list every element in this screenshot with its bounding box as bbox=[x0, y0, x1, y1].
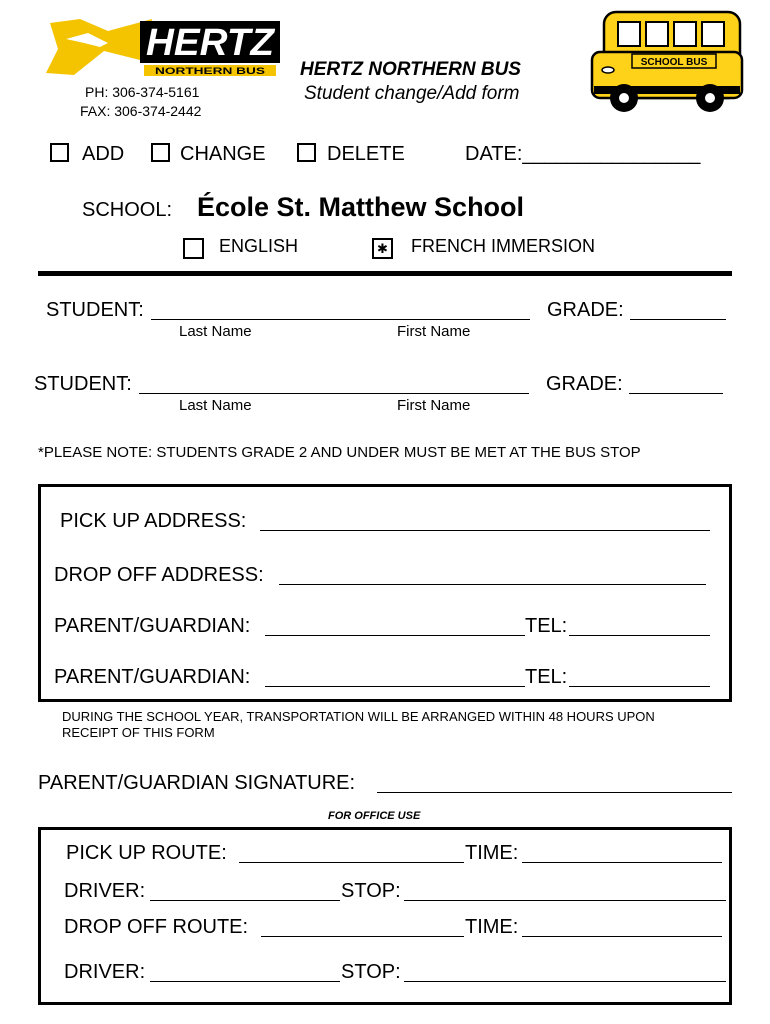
signature-line[interactable] bbox=[377, 792, 732, 793]
time-line[interactable] bbox=[522, 936, 722, 937]
company-title: HERTZ NORTHERN BUS bbox=[300, 59, 521, 80]
checkbox[interactable] bbox=[50, 143, 69, 162]
student-name-line[interactable] bbox=[139, 393, 529, 394]
date-field[interactable]: DATE:________________ bbox=[465, 143, 701, 165]
checkbox-label: ADD bbox=[82, 143, 125, 165]
checkbox-label: ENGLISH bbox=[219, 236, 299, 256]
dropoff-address-line[interactable] bbox=[279, 584, 706, 585]
office-use-section bbox=[38, 827, 732, 1005]
stop-label: STOP: bbox=[341, 961, 401, 983]
dropoff-route-line[interactable] bbox=[261, 936, 464, 937]
driver-label: DRIVER: bbox=[64, 961, 146, 983]
school-label: SCHOOL: bbox=[82, 199, 173, 221]
checkbox-label: DELETE bbox=[327, 143, 405, 165]
school-name: École St. Matthew School bbox=[197, 192, 525, 222]
guardian-name-line[interactable] bbox=[265, 635, 525, 636]
time-label: TIME: bbox=[465, 916, 519, 938]
form-title: Student change/Add form bbox=[304, 83, 520, 104]
dropoff-address-label: DROP OFF ADDRESS: bbox=[54, 564, 264, 586]
first-name-caption: First Name bbox=[397, 397, 471, 414]
time-label: TIME: bbox=[465, 842, 519, 864]
address-section bbox=[38, 484, 732, 702]
pickup-route-label: PICK UP ROUTE: bbox=[66, 842, 227, 864]
phone-number: PH: 306-374-5161 bbox=[85, 84, 200, 100]
bus-sign-text: SCHOOL BUS bbox=[640, 57, 708, 68]
tel-line[interactable] bbox=[569, 635, 710, 636]
guardian-name-line[interactable] bbox=[265, 686, 525, 687]
grade-label: GRADE: bbox=[547, 299, 624, 321]
dropoff-route-label: DROP OFF ROUTE: bbox=[64, 916, 249, 938]
transport-notice-line-1: DURING THE SCHOOL YEAR, TRANSPORTATION WILL BE ARRANGED WITHIN 48 HOURS UPON bbox=[62, 709, 655, 724]
pickup-address-label: PICK UP ADDRESS: bbox=[60, 510, 247, 532]
fax-number: FAX: 306-374-2442 bbox=[80, 103, 202, 119]
checkbox-label: FRENCH IMMERSION bbox=[411, 236, 595, 256]
section-divider bbox=[38, 271, 732, 276]
checkbox-label: CHANGE bbox=[180, 143, 266, 165]
signature-label: PARENT/GUARDIAN SIGNATURE: bbox=[38, 772, 356, 794]
checkbox[interactable] bbox=[183, 238, 204, 259]
student-label: STUDENT: bbox=[46, 299, 144, 321]
driver-label: DRIVER: bbox=[64, 880, 146, 902]
hertz-logo bbox=[44, 17, 282, 79]
time-line[interactable] bbox=[522, 862, 722, 863]
grade-line[interactable] bbox=[629, 393, 723, 394]
student-name-line[interactable] bbox=[151, 319, 530, 320]
tel-label: TEL: bbox=[525, 666, 568, 688]
grade-two-note: *PLEASE NOTE: STUDENTS GRADE 2 AND UNDER MUST BE MET AT THE BUS STOP bbox=[38, 444, 641, 461]
tel-line[interactable] bbox=[569, 686, 710, 687]
school-bus-icon bbox=[588, 8, 748, 116]
stop-line[interactable] bbox=[404, 900, 726, 901]
student-label: STUDENT: bbox=[34, 373, 132, 395]
checkbox[interactable] bbox=[151, 143, 170, 162]
checkbox[interactable] bbox=[297, 143, 316, 162]
guardian-label: PARENT/GUARDIAN: bbox=[54, 666, 251, 688]
driver-line[interactable] bbox=[150, 981, 340, 982]
logo-subtext: NORTHERN BUS bbox=[155, 66, 265, 76]
pickup-route-line[interactable] bbox=[239, 862, 464, 863]
stop-label: STOP: bbox=[341, 880, 401, 902]
guardian-label: PARENT/GUARDIAN: bbox=[54, 615, 251, 637]
driver-line[interactable] bbox=[150, 900, 340, 901]
last-name-caption: Last Name bbox=[179, 397, 252, 414]
logo-text: HERTZ bbox=[146, 22, 276, 64]
last-name-caption: Last Name bbox=[179, 323, 252, 340]
tel-label: TEL: bbox=[525, 615, 568, 637]
first-name-caption: First Name bbox=[397, 323, 471, 340]
grade-line[interactable] bbox=[630, 319, 726, 320]
stop-line[interactable] bbox=[404, 981, 726, 982]
pickup-address-line[interactable] bbox=[260, 530, 710, 531]
grade-label: GRADE: bbox=[546, 373, 623, 395]
transport-notice-line-2: RECEIPT OF THIS FORM bbox=[62, 725, 215, 740]
logo-yellow-swoosh bbox=[46, 19, 152, 75]
office-use-caption: FOR OFFICE USE bbox=[328, 810, 421, 822]
checkbox[interactable] bbox=[372, 238, 393, 259]
